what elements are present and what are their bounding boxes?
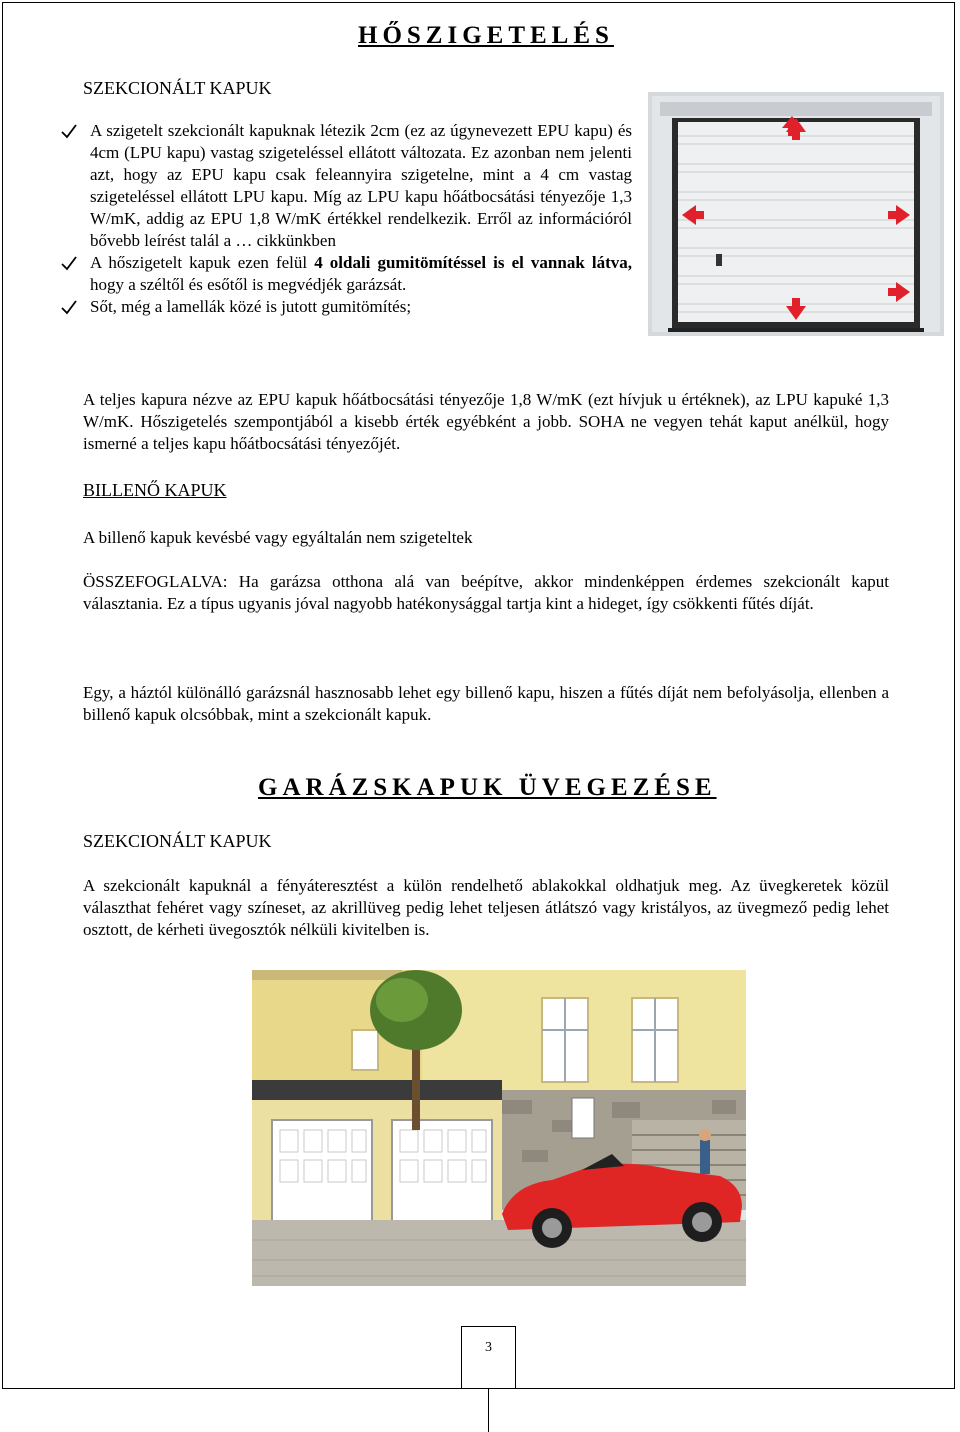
bullet-item — [60, 252, 632, 296]
checkmark-icon — [60, 299, 78, 315]
sectional-door-image — [648, 92, 944, 336]
paragraph-glazing: A szekcionált kapuknál a fényáteresztést a külön rendelhető ablakokkal oldhatjuk meg. Az üvegkeretek közül választhat fehéret vagy színeset, az akrillüveg pedig lehet teljesen átlátszó vagy kristályos, az üvegmező pedig lehet osztott, de kérheti üvegosztók nélküli kivitelben is. — [83, 876, 889, 939]
paragraph-separate-garage: Egy, a háztól különálló garázsnál hasznosabb lehet egy billenő kapu, hiszen a fűtés díját nem befolyásolja, ellenben a billenő kapuk olcsóbbak, mint a szekcionált kapuk. — [83, 683, 889, 724]
paragraph-billeno: A billenő kapuk kevésbé vagy egyáltalán nem szigeteltek — [83, 528, 473, 547]
bullet-list-container — [60, 120, 632, 318]
footer-page-box — [461, 1326, 516, 1389]
bullet-text: Sőt, még a lamellák közé is jutott gumitömítés; — [90, 297, 412, 316]
section-heading-szekcionalt-2: SZEKCIONÁLT KAPUK — [83, 831, 272, 851]
bullet-text-post: hogy a széltől és esőtől is megvédjék garázsát. — [90, 275, 407, 294]
checkmark-icon — [60, 255, 78, 271]
bullet-list — [60, 120, 632, 318]
bullet-text-pre: A hőszigetelt kapuk ezen felül — [90, 253, 315, 272]
section-heading-billeno: BILLENŐ KAPUK — [83, 480, 227, 500]
paragraph-u-values: A teljes kapura nézve az EPU kapuk hőátbocsátási tényezője 1,8 W/mK (ezt hívjuk u értéknek), az LPU kapuké 1,3 W/mK. Hőszigetelés szempontjából a kisebb érték egyébként a jobb. SOHA ne vegyen tehát kaput anélkül, hogy ismerné a teljes kapu hőátbocsátási tényezőjét. — [83, 390, 889, 453]
bullet-item — [60, 296, 632, 318]
page-number: 3 — [485, 1340, 492, 1355]
paragraph-summary: ÖSSZEFOGLALVA: Ha garázsa otthona alá van beépítve, akkor mindenképpen érdemes szekcionált kaput választania. Ez a típus ugyanis jóval nagyobb hatékonysággal tartja kint a hideget, így csökkenti fűtés díját. — [83, 572, 889, 613]
footer-line — [488, 1389, 489, 1432]
checkmark-icon — [60, 123, 78, 139]
page-title-hoszigeteles: HŐSZIGETELÉS — [358, 22, 614, 49]
house-photo-image — [252, 970, 746, 1286]
section-heading-szekcionalt: SZEKCIONÁLT KAPUK — [83, 78, 272, 98]
bullet-text-bold: 4 oldali gumitömítéssel is el vannak látva, — [314, 253, 632, 272]
bullet-item — [60, 120, 632, 252]
bullet-text: A szigetelt szekcionált kapuknak létezik 2cm (ez az úgynevezett EPU kapu) és 4cm (LPU kapu) vastag szigeteléssel ellátott változata. Ez azonban nem jelenti azt, hogy az EPU kapu csak feleannyira szigetelne, mint a 4 cm vastag szigeteléssel ellátott LPU kapu. Míg az LPU kapu hőátbocsátási tényezője 1,3 W/mK, addig az EPU 1,8 W/mK értékkel rendelkezik. Erről az információról bővebb leírést talál a … cikkünkben — [90, 121, 632, 250]
page-title-uvegezes: GARÁZSKAPUK ÜVEGEZÉSE — [258, 774, 717, 801]
